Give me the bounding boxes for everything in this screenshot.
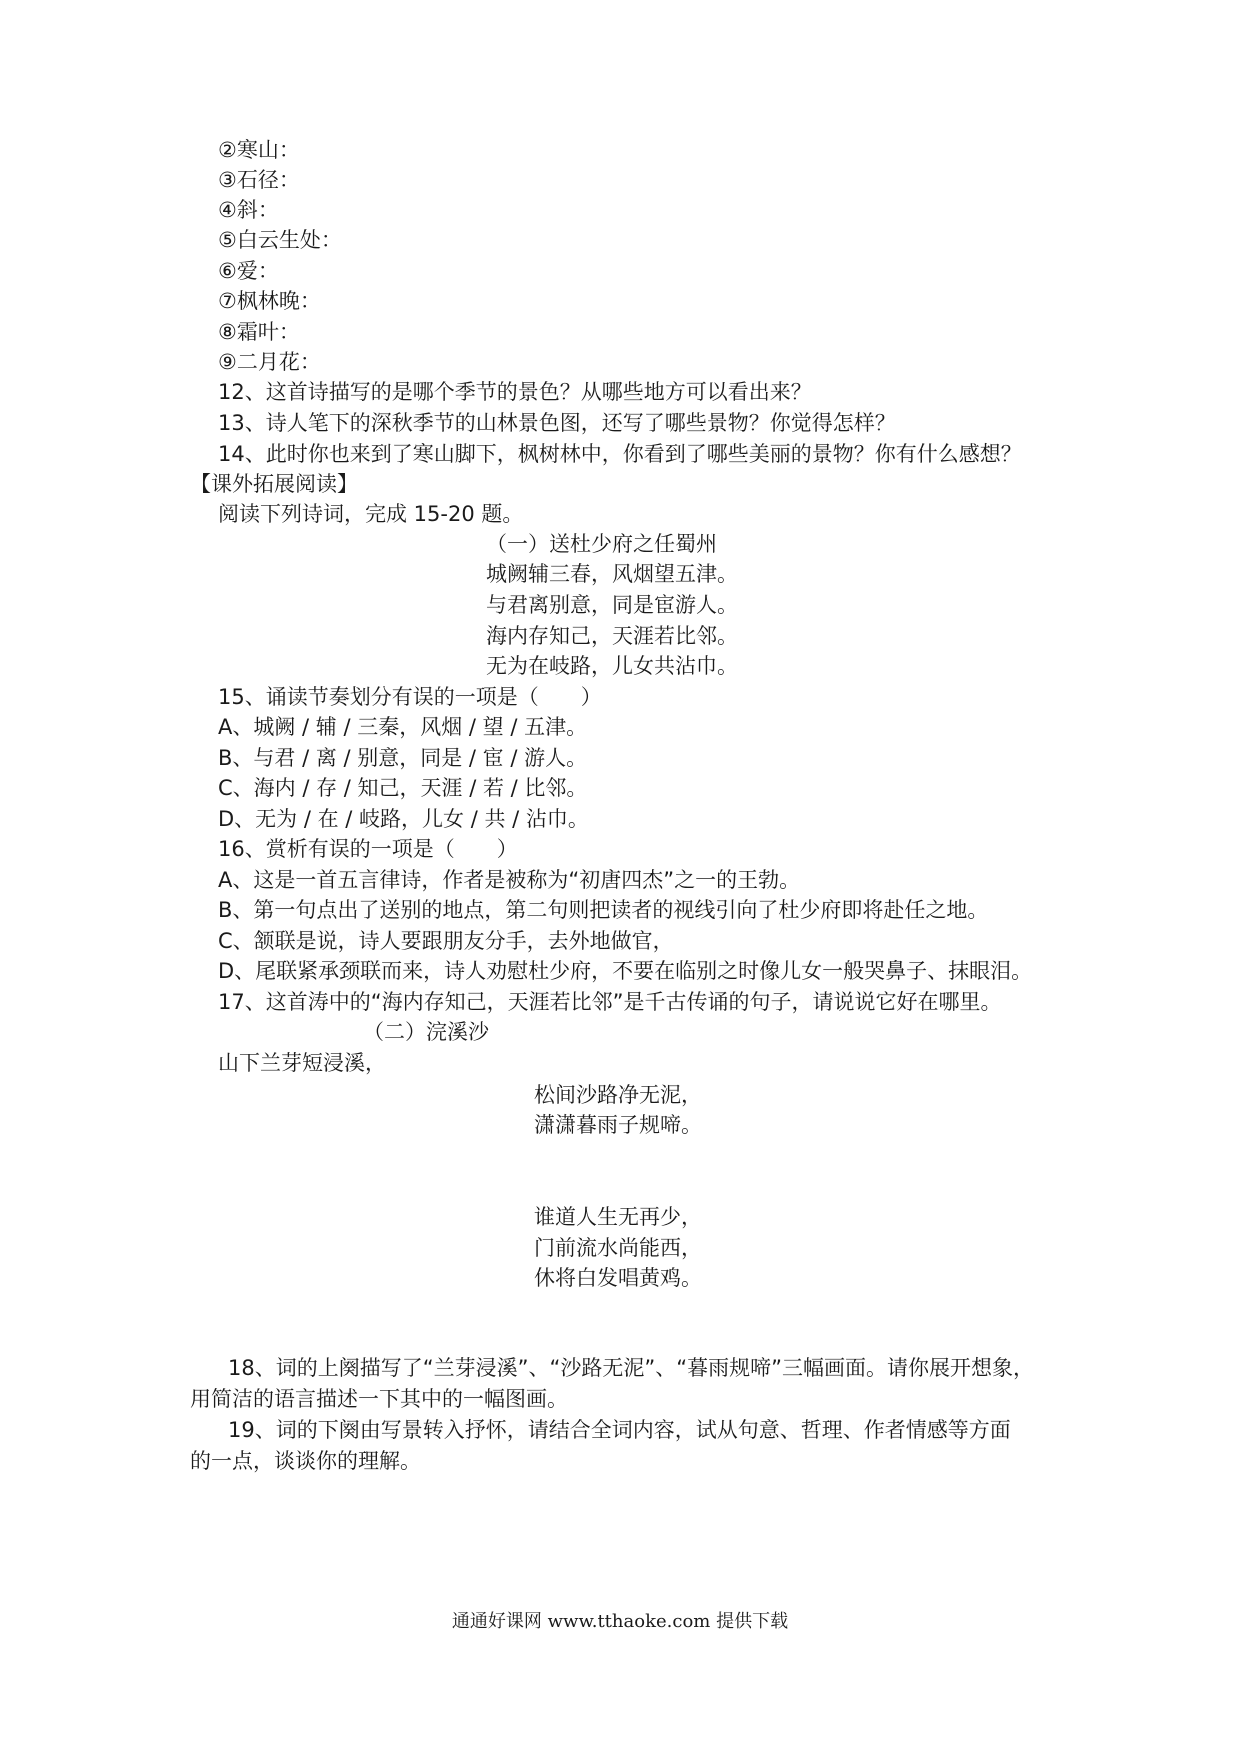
- poem-1-title: （一）送杜少府之任蜀州: [486, 532, 717, 556]
- question-16-option: B、第一句点出了送别的地点，第二句则把读者的视线引向了杜少府即将赴任之地。: [218, 898, 989, 922]
- vocab-item: ⑧霜叶：: [218, 320, 300, 344]
- question-17: 17、这首涛中的“海内存知己，天涯若比邻”是千古传诵的句子，请说说它好在哪里。: [218, 990, 1002, 1014]
- question-19-line: 的一点，谈谈你的理解。: [190, 1449, 421, 1473]
- question-18-line: 用简洁的语言描述一下其中的一幅图画。: [190, 1387, 568, 1411]
- section-title: 【课外拓展阅读】: [190, 472, 358, 496]
- question-14: 14、此时你也来到了寒山脚下，枫树林中，你看到了哪些美丽的景物？你有什么感想？: [218, 442, 1022, 466]
- question-15-option: B、与君 / 离 / 别意，同是 / 宦 / 游人。: [218, 746, 588, 770]
- poem-2-line: 门前流水尚能西，: [534, 1236, 702, 1260]
- vocab-item: ②寒山：: [218, 138, 300, 162]
- vocab-item: ⑦枫林晚：: [218, 289, 321, 313]
- question-15-option: D、无为 / 在 / 岐路，儿女 / 共 / 沾巾。: [218, 807, 589, 831]
- question-16-option: A、这是一首五言律诗，作者是被称为“初唐四杰”之一的王勃。: [218, 868, 801, 892]
- question-15-option: C、海内 / 存 / 知己，天涯 / 若 / 比邻。: [218, 776, 588, 800]
- poem-2-line: 谁道人生无再少，: [534, 1205, 702, 1229]
- poem-2-title: （二）浣溪沙: [363, 1020, 489, 1044]
- question-16-option: C、颔联是说，诗人要跟朋友分手，去外地做官，: [218, 929, 674, 953]
- vocab-item: ⑤白云生处：: [218, 228, 342, 252]
- poem-1-line: 与君离别意，同是宦游人。: [486, 593, 738, 617]
- poem-2-line: 潇潇暮雨子规啼。: [534, 1113, 702, 1137]
- poem-2-line: 松间沙路净无泥，: [534, 1083, 702, 1107]
- poem-1-line: 城阙辅三春，风烟望五津。: [486, 562, 738, 586]
- poem-1-line: 海内存知己，天涯若比邻。: [486, 624, 738, 648]
- question-15-option: A、城阙 / 辅 / 三秦，风烟 / 望 / 五津。: [218, 715, 588, 739]
- vocab-item: ④斜：: [218, 198, 279, 222]
- question-18-line: 18、词的上阕描写了“兰芽浸溪”、“沙路无泥”、“暮雨规啼”三幅画面。请你展开想象，: [228, 1356, 1034, 1380]
- poem-2-line: 休将白发唱黄鸡。: [534, 1266, 702, 1290]
- page-footer: 通通好课网 www.tthaoke.com 提供下载: [451, 1611, 789, 1632]
- instruction: 阅读下列诗词，完成 15-20 题。: [218, 502, 524, 526]
- poem-2-first-line: 山下兰芽短浸溪，: [218, 1051, 386, 1075]
- question-15-stem: 15、诵读节奏划分有误的一项是（ ）: [218, 685, 602, 709]
- vocab-item: ⑥爱：: [218, 259, 279, 283]
- vocab-item: ⑨二月花：: [218, 350, 321, 374]
- question-16-option: D、尾联紧承颈联而来，诗人劝慰杜少府，不要在临别之时像儿女一般哭鼻子、抹眼泪。: [218, 959, 1033, 983]
- question-16-stem: 16、赏析有误的一项是（ ）: [218, 837, 518, 861]
- vocab-item: ③石径：: [218, 168, 300, 192]
- question-19-line: 19、词的下阕由写景转入抒怀，请结合全词内容，试从句意、哲理、作者情感等方面: [228, 1418, 1011, 1442]
- question-12: 12、这首诗描写的是哪个季节的景色？从哪些地方可以看出来？: [218, 380, 812, 404]
- question-13: 13、诗人笔下的深秋季节的山林景色图，还写了哪些景物？你觉得怎样？: [218, 411, 896, 435]
- poem-1-line: 无为在岐路，儿女共沾巾。: [486, 654, 738, 678]
